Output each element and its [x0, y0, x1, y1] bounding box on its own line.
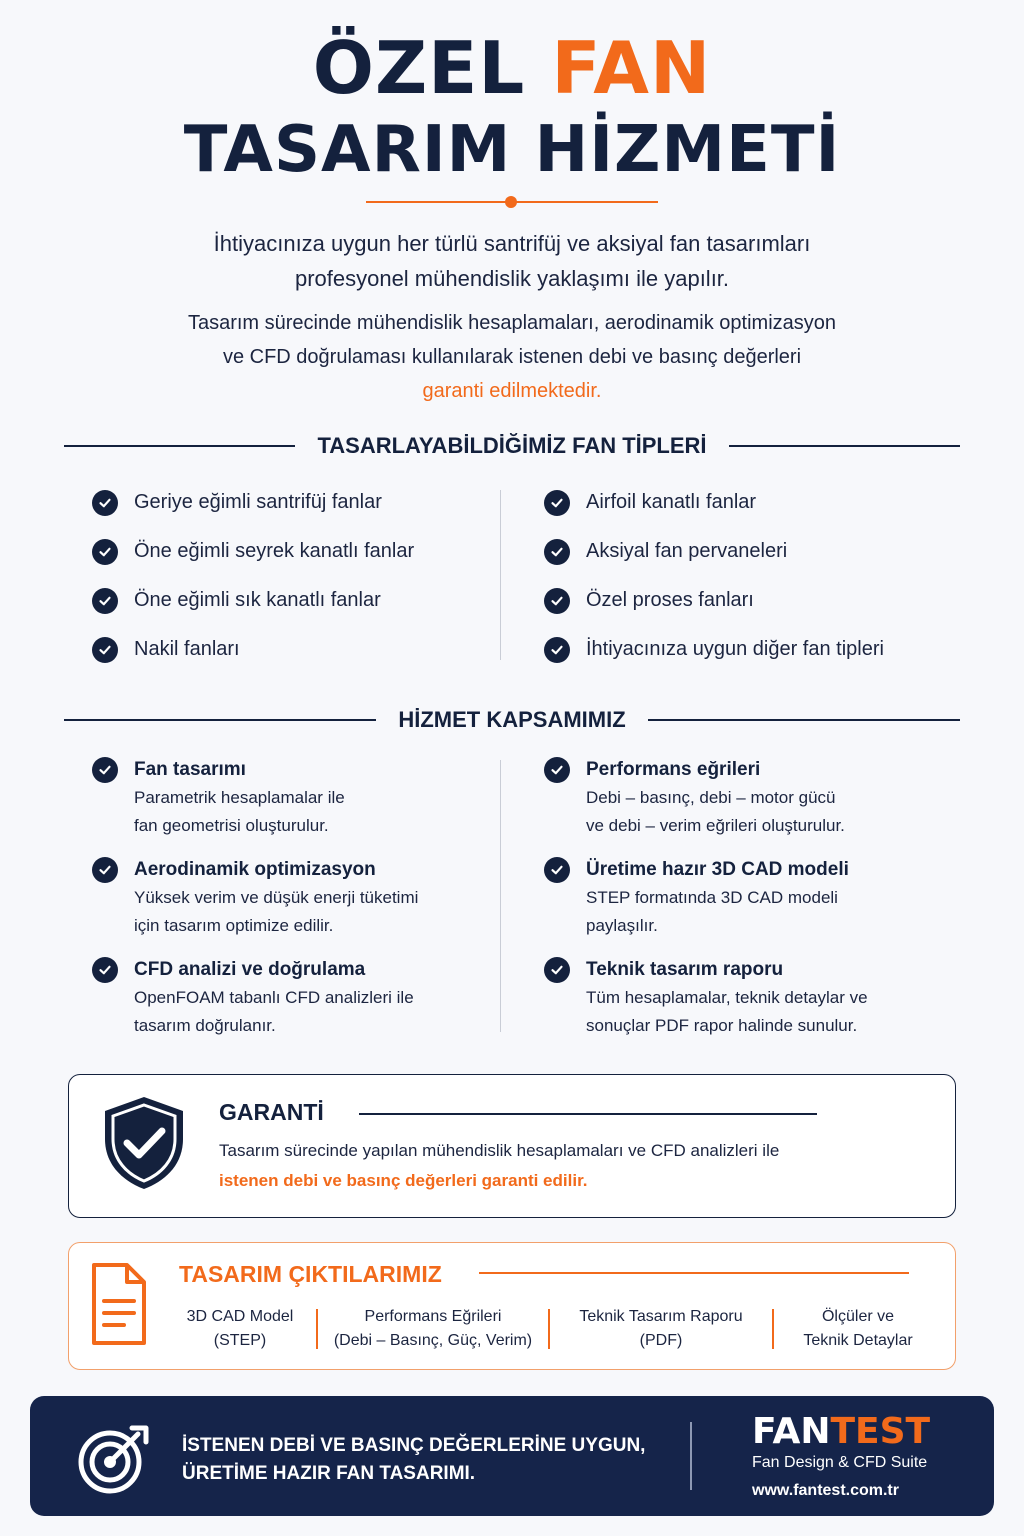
services-divider	[500, 760, 501, 1032]
guarantee-highlight: istenen debi ve basınç değerleri garanti edilir.	[219, 1171, 588, 1190]
output-item	[164, 1305, 316, 1353]
brand-fan: FAN	[752, 1411, 831, 1452]
check-circle-icon	[544, 588, 570, 614]
list-item	[544, 625, 884, 674]
service-desc: için tasarım optimize edilir.	[134, 916, 334, 935]
service-desc: paylaşılır.	[586, 916, 658, 935]
check-circle-icon	[544, 539, 570, 565]
document-icon	[89, 1261, 149, 1347]
brand-subtitle: Fan Design & CFD Suite	[752, 1454, 928, 1471]
page-title	[0, 26, 1024, 187]
intro-body-line-1: Tasarım sürecinde mühendislik hesaplamaları, aerodinamik optimizasyon	[187, 312, 837, 334]
list-item	[92, 576, 414, 625]
website-link[interactable]: www.fantest.com.tr	[752, 1482, 899, 1499]
intro-lead-line-2: profesyonel mühendislik yaklaşımı ile yapılır.	[294, 266, 730, 291]
outputs-title-line	[479, 1272, 909, 1274]
check-circle-icon	[544, 857, 570, 883]
title-divider-dot	[505, 196, 517, 208]
title-word-ozel: ÖZEL	[312, 26, 526, 110]
footer-divider	[690, 1422, 692, 1490]
fan-types-left-list	[92, 478, 414, 674]
shield-check-icon	[99, 1093, 189, 1193]
list-item	[92, 527, 414, 576]
footer-tagline-line-2: ÜRETİME HAZIR FAN TASARIMI.	[182, 1463, 476, 1484]
footer-tagline-line-1: İSTENEN DEBİ VE BASINÇ DEĞERLERİNE UYGUN,	[182, 1435, 646, 1456]
title-line-2: TASARIM HİZMETİ	[183, 113, 841, 187]
list-item-label: Aksiyal fan pervaneleri	[586, 540, 788, 562]
check-circle-icon	[92, 757, 118, 783]
title-word-fan: FAN	[551, 26, 712, 110]
service-desc: sonuçlar PDF rapor halinde sunulur.	[586, 1016, 858, 1035]
service-title: CFD analizi ve doğrulama	[134, 959, 366, 980]
guarantee-text: Tasarım sürecinde yapılan mühendislik hesaplamaları ve CFD analizleri ile	[219, 1141, 780, 1160]
list-item-label: Airfoil kanatlı fanlar	[586, 491, 757, 513]
brand-test: TEST	[830, 1411, 931, 1452]
intro-body	[100, 306, 924, 408]
check-circle-icon	[92, 857, 118, 883]
heading-line-left	[64, 445, 295, 447]
service-desc: tasarım doğrulanır.	[134, 1016, 276, 1035]
service-title: Teknik tasarım raporu	[586, 959, 784, 980]
check-circle-icon	[92, 539, 118, 565]
service-desc: OpenFOAM tabanlı CFD analizleri ile	[134, 988, 414, 1007]
services-right-list	[544, 756, 868, 1056]
list-item-label: Özel proses fanları	[586, 589, 754, 611]
output-label: Teknik Tasarım Raporu	[579, 1308, 743, 1325]
check-circle-icon	[544, 490, 570, 516]
fan-types-divider	[500, 490, 501, 660]
service-desc: STEP formatında 3D CAD modeli	[586, 888, 838, 907]
fan-types-right-list	[544, 478, 884, 674]
list-item	[544, 527, 884, 576]
output-item	[318, 1305, 548, 1353]
intro-body-line-2: ve CFD doğrulaması kullanılarak istenen debi ve basınç değerleri	[222, 346, 802, 368]
output-sublabel: Teknik Detaylar	[803, 1332, 913, 1349]
service-item	[92, 956, 418, 1056]
list-item	[92, 478, 414, 527]
output-item	[550, 1305, 772, 1353]
check-circle-icon	[544, 757, 570, 783]
check-circle-icon	[544, 637, 570, 663]
check-circle-icon	[92, 588, 118, 614]
service-desc: Tüm hesaplamalar, teknik detaylar ve	[586, 988, 868, 1007]
list-item	[92, 625, 414, 674]
fan-types-heading	[64, 431, 960, 461]
service-title: Aerodinamik optimizasyon	[134, 859, 376, 880]
footer-tagline	[182, 1432, 645, 1488]
list-item-label: Öne eğimli seyrek kanatlı fanlar	[134, 540, 415, 562]
list-item-label: Geriye eğimli santrifüj fanlar	[134, 491, 382, 513]
service-item	[544, 956, 868, 1056]
service-desc: Parametrik hesaplamalar ile	[134, 788, 345, 807]
output-sublabel: (Debi – Basınç, Güç, Verim)	[333, 1332, 533, 1349]
service-item	[544, 756, 868, 856]
service-desc: ve debi – verim eğrileri oluşturulur.	[586, 816, 845, 835]
target-icon	[76, 1422, 152, 1494]
services-left-list	[92, 756, 418, 1056]
footer-banner	[30, 1396, 994, 1516]
title-line-1	[0, 26, 1024, 110]
list-item	[544, 576, 884, 625]
heading-line-left	[64, 719, 376, 721]
services-heading-text: HİZMET KAPSAMIMIZ	[398, 707, 626, 732]
guarantee-title-line	[359, 1113, 817, 1115]
list-item-label: İhtiyacınıza uygun diğer fan tipleri	[586, 638, 884, 660]
check-circle-icon	[92, 637, 118, 663]
service-desc: Debi – basınç, debi – motor gücü	[586, 788, 836, 807]
services-heading	[64, 705, 960, 735]
service-title: Üretime hazır 3D CAD modeli	[586, 859, 849, 880]
service-item	[92, 856, 418, 956]
output-item	[774, 1305, 942, 1353]
check-circle-icon	[92, 490, 118, 516]
output-label: Performans Eğrileri	[364, 1308, 502, 1325]
service-title: Fan tasarımı	[134, 759, 246, 780]
fan-types-heading-text: TASARLAYABİLDİĞİMİZ FAN TİPLERİ	[317, 433, 707, 458]
heading-line-right	[729, 445, 960, 447]
heading-line-right	[648, 719, 960, 721]
output-label: Ölçüler ve	[821, 1308, 895, 1325]
output-label: 3D CAD Model	[186, 1308, 294, 1325]
output-sublabel: (PDF)	[639, 1332, 683, 1349]
list-item-label: Öne eğimli sık kanatlı fanlar	[134, 589, 381, 611]
outputs-box	[68, 1242, 956, 1370]
list-item	[544, 478, 884, 527]
service-desc: fan geometrisi oluşturulur.	[134, 816, 329, 835]
guarantee-box	[68, 1074, 956, 1218]
output-sublabel: (STEP)	[213, 1332, 267, 1349]
check-circle-icon	[92, 957, 118, 983]
service-desc: Yüksek verim ve düşük enerji tüketimi	[134, 888, 419, 907]
intro-body-highlight: garanti edilmektedir.	[422, 380, 602, 402]
brand-logo	[752, 1411, 931, 1452]
outputs-list	[164, 1305, 944, 1353]
intro-lead	[100, 226, 924, 296]
service-title: Performans eğrileri	[586, 759, 761, 780]
check-circle-icon	[544, 957, 570, 983]
service-item	[544, 856, 868, 956]
intro-lead-line-1: İhtiyacınıza uygun her türlü santrifüj ve aksiyal fan tasarımları	[213, 231, 811, 256]
list-item-label: Nakil fanları	[134, 638, 240, 660]
service-item	[92, 756, 418, 856]
outputs-title: TASARIM ÇIKTILARIMIZ	[179, 1261, 442, 1287]
guarantee-title: GARANTİ	[219, 1099, 324, 1125]
